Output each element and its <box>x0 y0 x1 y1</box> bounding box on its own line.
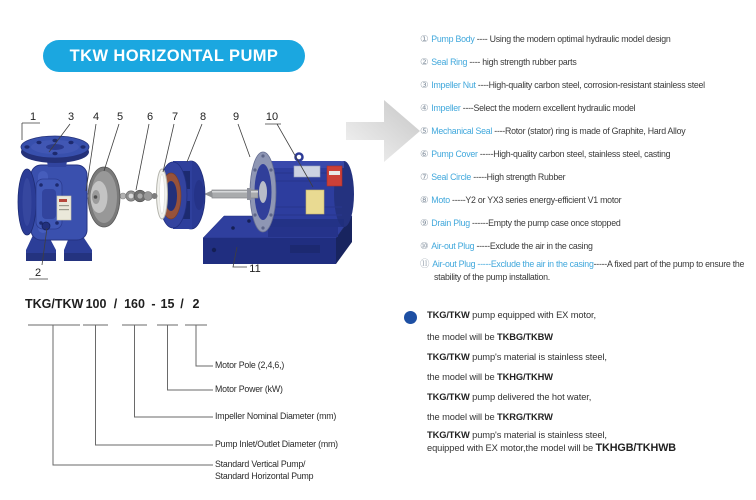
model-token-impeller: 160 <box>124 297 145 311</box>
model-separator: / <box>113 297 118 311</box>
part-item-1 <box>420 33 754 46</box>
bullet-dot-icon <box>404 311 417 324</box>
part-name: Drain Plug <box>431 218 470 228</box>
model-separator: - <box>151 297 156 311</box>
part-desc: ----Select the modern excellent hydraulic model <box>460 103 636 113</box>
part-name: Impeller <box>431 103 461 113</box>
part-number-badge: ① <box>420 34 429 45</box>
callout-number-11: 11 <box>249 263 261 275</box>
model-label-standard-pump <box>215 459 313 482</box>
model-label-motor-pole: Motor Pole (2,4,6,) <box>215 360 285 370</box>
note-line-7: TKG/TKW pump's material is stainless steel, <box>427 430 607 440</box>
part-name: Impeller Nut <box>431 80 476 90</box>
part-desc: ----Rotor (stator) ring is made of Graphite, Hard Alloy <box>492 126 686 136</box>
model-connector-lines <box>25 295 385 495</box>
part-desc: ---- Using the modern optimal hydraulic model design <box>474 34 671 44</box>
note-line-1: TKG/TKW pump equipped with EX motor, <box>427 310 596 320</box>
note-line-2: the model will be TKBG/TKBW <box>427 332 553 342</box>
part-item-2 <box>420 56 754 69</box>
motor-nameplate <box>294 166 320 177</box>
part-number-badge: ⑤ <box>420 126 429 137</box>
lifting-eye-icon <box>296 154 303 161</box>
part-number-badge: ④ <box>420 103 429 114</box>
part-name: Mechanical Seal <box>431 126 493 136</box>
part-name: Pump Body <box>431 34 475 44</box>
part-desc: ---- high strength rubber parts <box>467 57 577 67</box>
part-number-badge: ⑪ <box>420 259 430 270</box>
part-name: Seal Ring <box>431 57 468 67</box>
part-name: Air-out Plug <box>431 241 475 251</box>
model-label-standard-line1: Standard Vertical Pump/ <box>215 459 306 469</box>
part-number-badge: ② <box>420 57 429 68</box>
note-line-6: the model will be TKRG/TKRW <box>427 412 553 422</box>
motor <box>250 152 354 237</box>
part-number-badge: ⑦ <box>420 172 429 183</box>
part-desc: -----High-quality carbon steel, stainless steel, casting <box>477 149 671 159</box>
part-desc: -----High strength Rubber <box>471 172 566 182</box>
callout-number-8: 8 <box>199 111 207 123</box>
motor-shaft <box>204 188 258 200</box>
o-ring <box>157 169 168 219</box>
model-token-power: 15 <box>160 297 175 311</box>
drain-plug <box>42 222 50 230</box>
page-title: TKW HORIZONTAL PUMP <box>69 46 279 65</box>
model-code-legend <box>25 295 385 495</box>
callout-number-2: 2 <box>34 267 42 279</box>
model-label-impeller-diameter: Impeller Nominal Diameter (mm) <box>215 411 337 421</box>
part-item-5 <box>420 125 754 138</box>
part-number-badge: ⑥ <box>420 149 429 160</box>
callout-number-4: 4 <box>92 111 100 123</box>
parts-list <box>420 33 754 293</box>
callout-number-9: 9 <box>232 111 240 123</box>
part-item-9 <box>420 217 754 230</box>
callout-number-3: 3 <box>67 111 75 123</box>
motor-red-label <box>327 166 342 186</box>
title-banner <box>43 40 305 72</box>
part-desc: ------Empty the pump case once stopped <box>469 218 621 228</box>
note-line-5: TKG/TKW pump delivered the hot water, <box>427 392 592 402</box>
note-line-3: TKG/TKW pump's material is stainless steel, <box>427 352 607 362</box>
model-label-inlet-outlet: Pump Inlet/Outlet Diameter (mm) <box>215 439 338 449</box>
part-number-badge: ⑧ <box>420 195 429 206</box>
pump-body <box>18 136 92 261</box>
model-separator: / <box>180 297 184 311</box>
note-line-8: equipped with EX motor,the model will be TKHGB/TKHWB <box>427 442 676 454</box>
part-item-6 <box>420 148 754 161</box>
part-name: Air-out Plug -----Exclude the air in the casing <box>432 259 594 269</box>
part-name: Pump Cover <box>431 149 478 159</box>
callout-number-7: 7 <box>171 111 179 123</box>
part-name: Moto <box>431 195 450 205</box>
part-desc: ----High-quality carbon steel, corrosion-resistant stainless steel <box>475 80 705 90</box>
model-variants-notes <box>427 309 753 455</box>
callout-number-1: 1 <box>29 111 37 123</box>
model-token-series: TKG/TKW <box>25 297 84 311</box>
part-desc: -----A fixed part of the pump to ensure the stability of the pump installation. <box>434 259 745 282</box>
impeller <box>88 167 120 227</box>
part-item-11 <box>420 258 754 283</box>
part-name: Seal Circle <box>431 172 472 182</box>
part-number-badge: ③ <box>420 80 429 91</box>
pump-exploded-diagram <box>0 95 430 290</box>
callout-number-5: 5 <box>116 111 124 123</box>
part-item-10 <box>420 240 754 253</box>
part-item-4 <box>420 102 754 115</box>
model-label-standard-line2: Standard Horizontal Pump <box>215 470 314 481</box>
part-desc: -----Y2 or YX3 series energy-efficient V1 motor <box>449 195 622 205</box>
note-line-4: the model will be TKHG/TKHW <box>427 372 553 382</box>
callout-number-10: 10 <box>265 111 279 123</box>
part-item-8 <box>420 194 754 207</box>
right-arrow-icon <box>346 100 420 162</box>
part-item-7 <box>420 171 754 184</box>
part-number-badge: ⑨ <box>420 218 429 229</box>
callout-number-6: 6 <box>146 111 154 123</box>
part-item-3 <box>420 79 754 92</box>
model-token-pole: 2 <box>192 297 200 311</box>
motor-yellow-label <box>306 190 324 214</box>
part-number-badge: ⑩ <box>420 241 429 252</box>
model-token-inlet: 100 <box>85 297 107 311</box>
part-desc: -----Exclude the air in the casing <box>474 241 593 251</box>
model-label-motor-power: Motor Power (kW) <box>215 384 283 394</box>
